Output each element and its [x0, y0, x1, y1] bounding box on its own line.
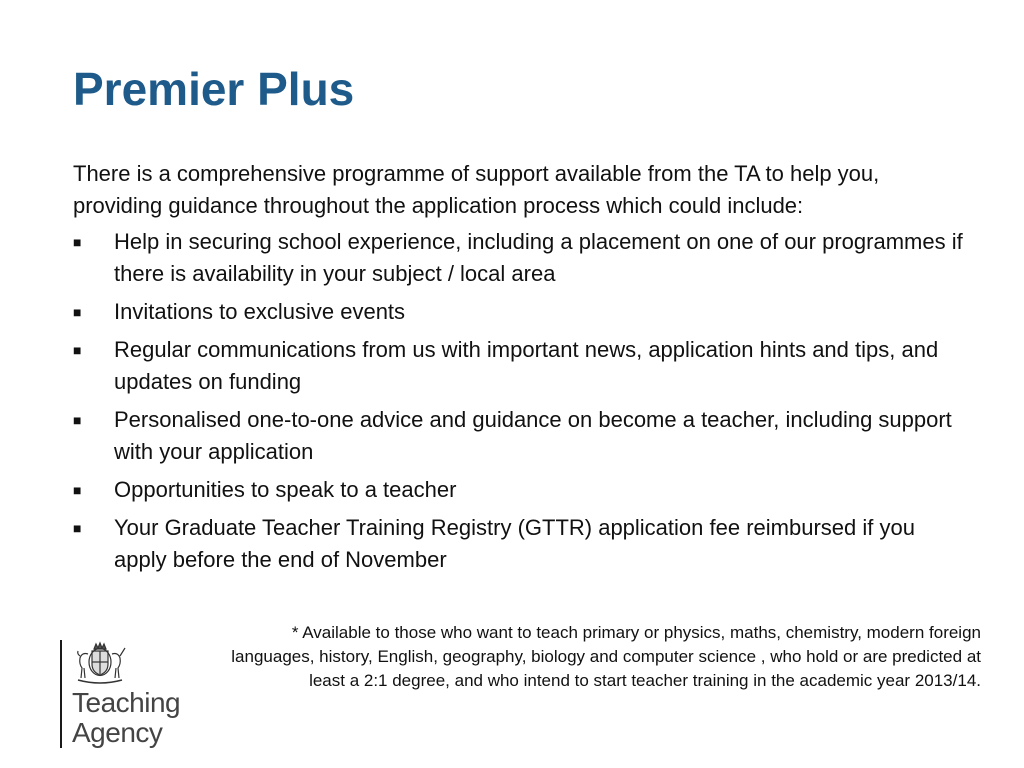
square-bullet-icon: ■: [73, 412, 82, 428]
footnote: * Available to those who want to teach primary or physics, maths, chemistry, modern foreign languages, history, English, geography, biology and computer science , who hold or are predicted at least a 2:1 degree, and who intend to start teacher training in the academic year 2013/14.: [231, 623, 981, 690]
slide-body: [73, 158, 973, 582]
square-bullet-icon: ■: [73, 520, 82, 536]
list-item: [73, 474, 973, 506]
teaching-agency-logo: [60, 640, 220, 752]
list-item-text: Your Graduate Teacher Training Registry (GTTR) application fee reimbursed if you apply before the end of November: [114, 515, 915, 572]
square-bullet-icon: ■: [73, 304, 82, 320]
list-item: [73, 226, 973, 290]
square-bullet-icon: ■: [73, 482, 82, 498]
logo-line-2: Agency: [72, 717, 163, 748]
list-item: [73, 296, 973, 328]
royal-coat-of-arms-icon: [70, 640, 130, 686]
slide-title: Premier Plus: [73, 63, 355, 115]
square-bullet-icon: ■: [73, 234, 82, 250]
list-item-text: Regular communications from us with important news, application hints and tips, and updates on funding: [114, 337, 939, 394]
bullet-list: [73, 226, 973, 576]
intro-paragraph: There is a comprehensive programme of support available from the TA to help you, providing guidance throughout the application process which could include:: [73, 161, 880, 218]
list-item: [73, 334, 973, 398]
list-item-text: Opportunities to speak to a teacher: [114, 477, 457, 502]
list-item-text: Help in securing school experience, including a placement on one of our programmes if there is availability in your subject / local area: [114, 229, 963, 286]
logo-wordmark: [72, 688, 180, 748]
logo-line-1: Teaching: [72, 687, 181, 718]
list-item: [73, 404, 973, 468]
logo-divider: [60, 640, 62, 748]
list-item-text: Personalised one-to-one advice and guidance on become a teacher, including support with your application: [114, 407, 952, 464]
list-item-text: Invitations to exclusive events: [114, 299, 406, 324]
square-bullet-icon: ■: [73, 342, 82, 358]
list-item: [73, 512, 973, 576]
